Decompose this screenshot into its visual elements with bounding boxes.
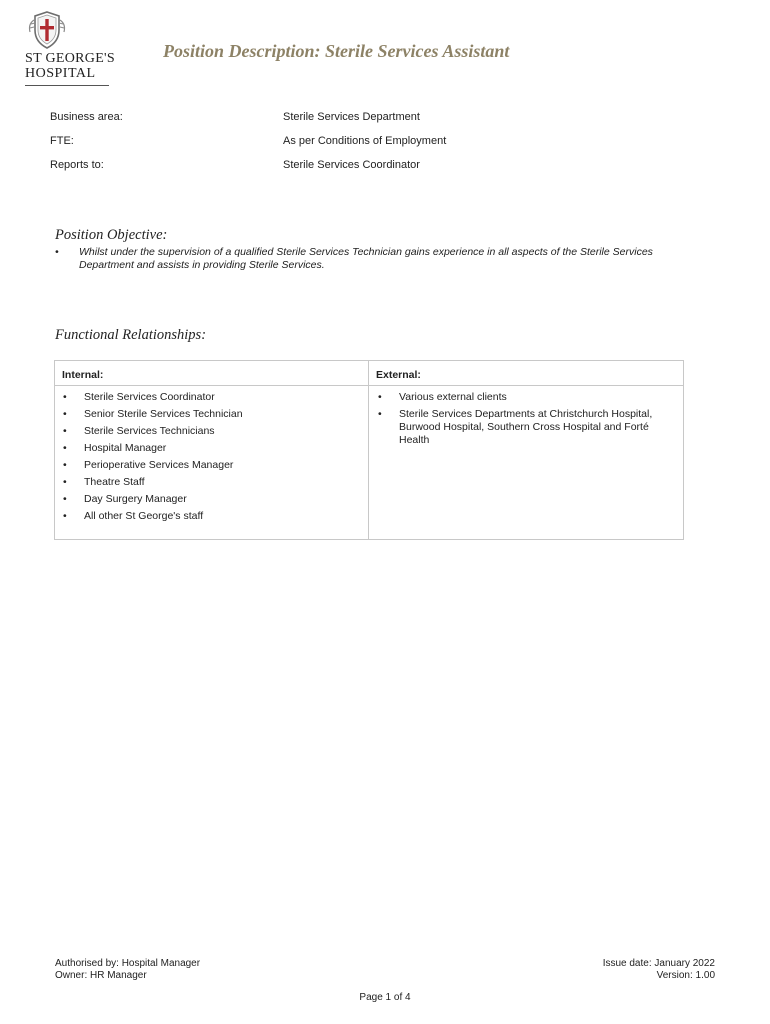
- footer-left: [55, 958, 200, 982]
- list-item: • Sterile Services Coordinator: [60, 391, 360, 404]
- meta-label: Business area:: [50, 111, 123, 123]
- footer-right: [603, 958, 715, 982]
- list-item: • Senior Sterile Services Technician: [60, 408, 360, 421]
- list-item: • Sterile Services Technicians: [60, 425, 360, 438]
- list-item: • Sterile Services Departments at Christchurch Hospital, Burwood Hospital, Southern Cross Hospital and Forté Health: [375, 408, 675, 447]
- footer-owner: Owner: HR Manager: [55, 970, 147, 981]
- list-item: • Various external clients: [375, 391, 675, 404]
- list-item: • Perioperative Services Manager: [60, 459, 360, 472]
- objective-text: Whilst under the supervision of a qualified Sterile Services Technician gains experience in all aspects of the Sterile Services Department and assists in providing Sterile Services.: [79, 246, 653, 271]
- relationships-table: [54, 360, 684, 540]
- internal-header: Internal:: [62, 369, 104, 381]
- column-divider: [368, 361, 369, 539]
- hospital-logo: [22, 10, 115, 88]
- footer-authorised: Authorised by: Hospital Manager: [55, 958, 201, 969]
- meta-row-fte: [50, 135, 710, 151]
- meta-row-reports-to: [50, 159, 710, 175]
- list-item: • All other St George's staff: [60, 510, 360, 523]
- logo-text-line1: ST GEORGE'S: [25, 51, 115, 66]
- meta-value: As per Conditions of Employment: [283, 135, 447, 147]
- external-header: External:: [376, 369, 421, 381]
- internal-list: [60, 391, 360, 527]
- list-item: • Theatre Staff: [60, 476, 360, 489]
- meta-value: Sterile Services Coordinator: [283, 159, 420, 171]
- logo-divider: [25, 85, 109, 86]
- list-item: • Hospital Manager: [60, 442, 360, 455]
- bullet-marker: •: [55, 246, 59, 258]
- header-divider: [55, 385, 683, 386]
- functional-relationships-heading: Functional Relationships:: [55, 327, 207, 343]
- page-number: Page 1 of 4: [359, 992, 411, 1003]
- footer-version: Version: 1.00: [656, 970, 715, 981]
- meta-value: Sterile Services Department: [283, 111, 420, 123]
- shield-cross-emblem-icon: [26, 10, 68, 52]
- logo-text-line2: HOSPITAL: [25, 66, 96, 81]
- meta-label: FTE:: [50, 135, 74, 147]
- external-list: [375, 391, 675, 451]
- list-item: • Day Surgery Manager: [60, 493, 360, 506]
- meta-label: Reports to:: [50, 159, 104, 171]
- position-objective-heading: Position Objective:: [55, 227, 168, 243]
- meta-row-business-area: [50, 111, 710, 127]
- document-title: Position Description: Sterile Services Assistant: [163, 41, 510, 61]
- footer-issue-date: Issue date: January 2022: [602, 958, 715, 969]
